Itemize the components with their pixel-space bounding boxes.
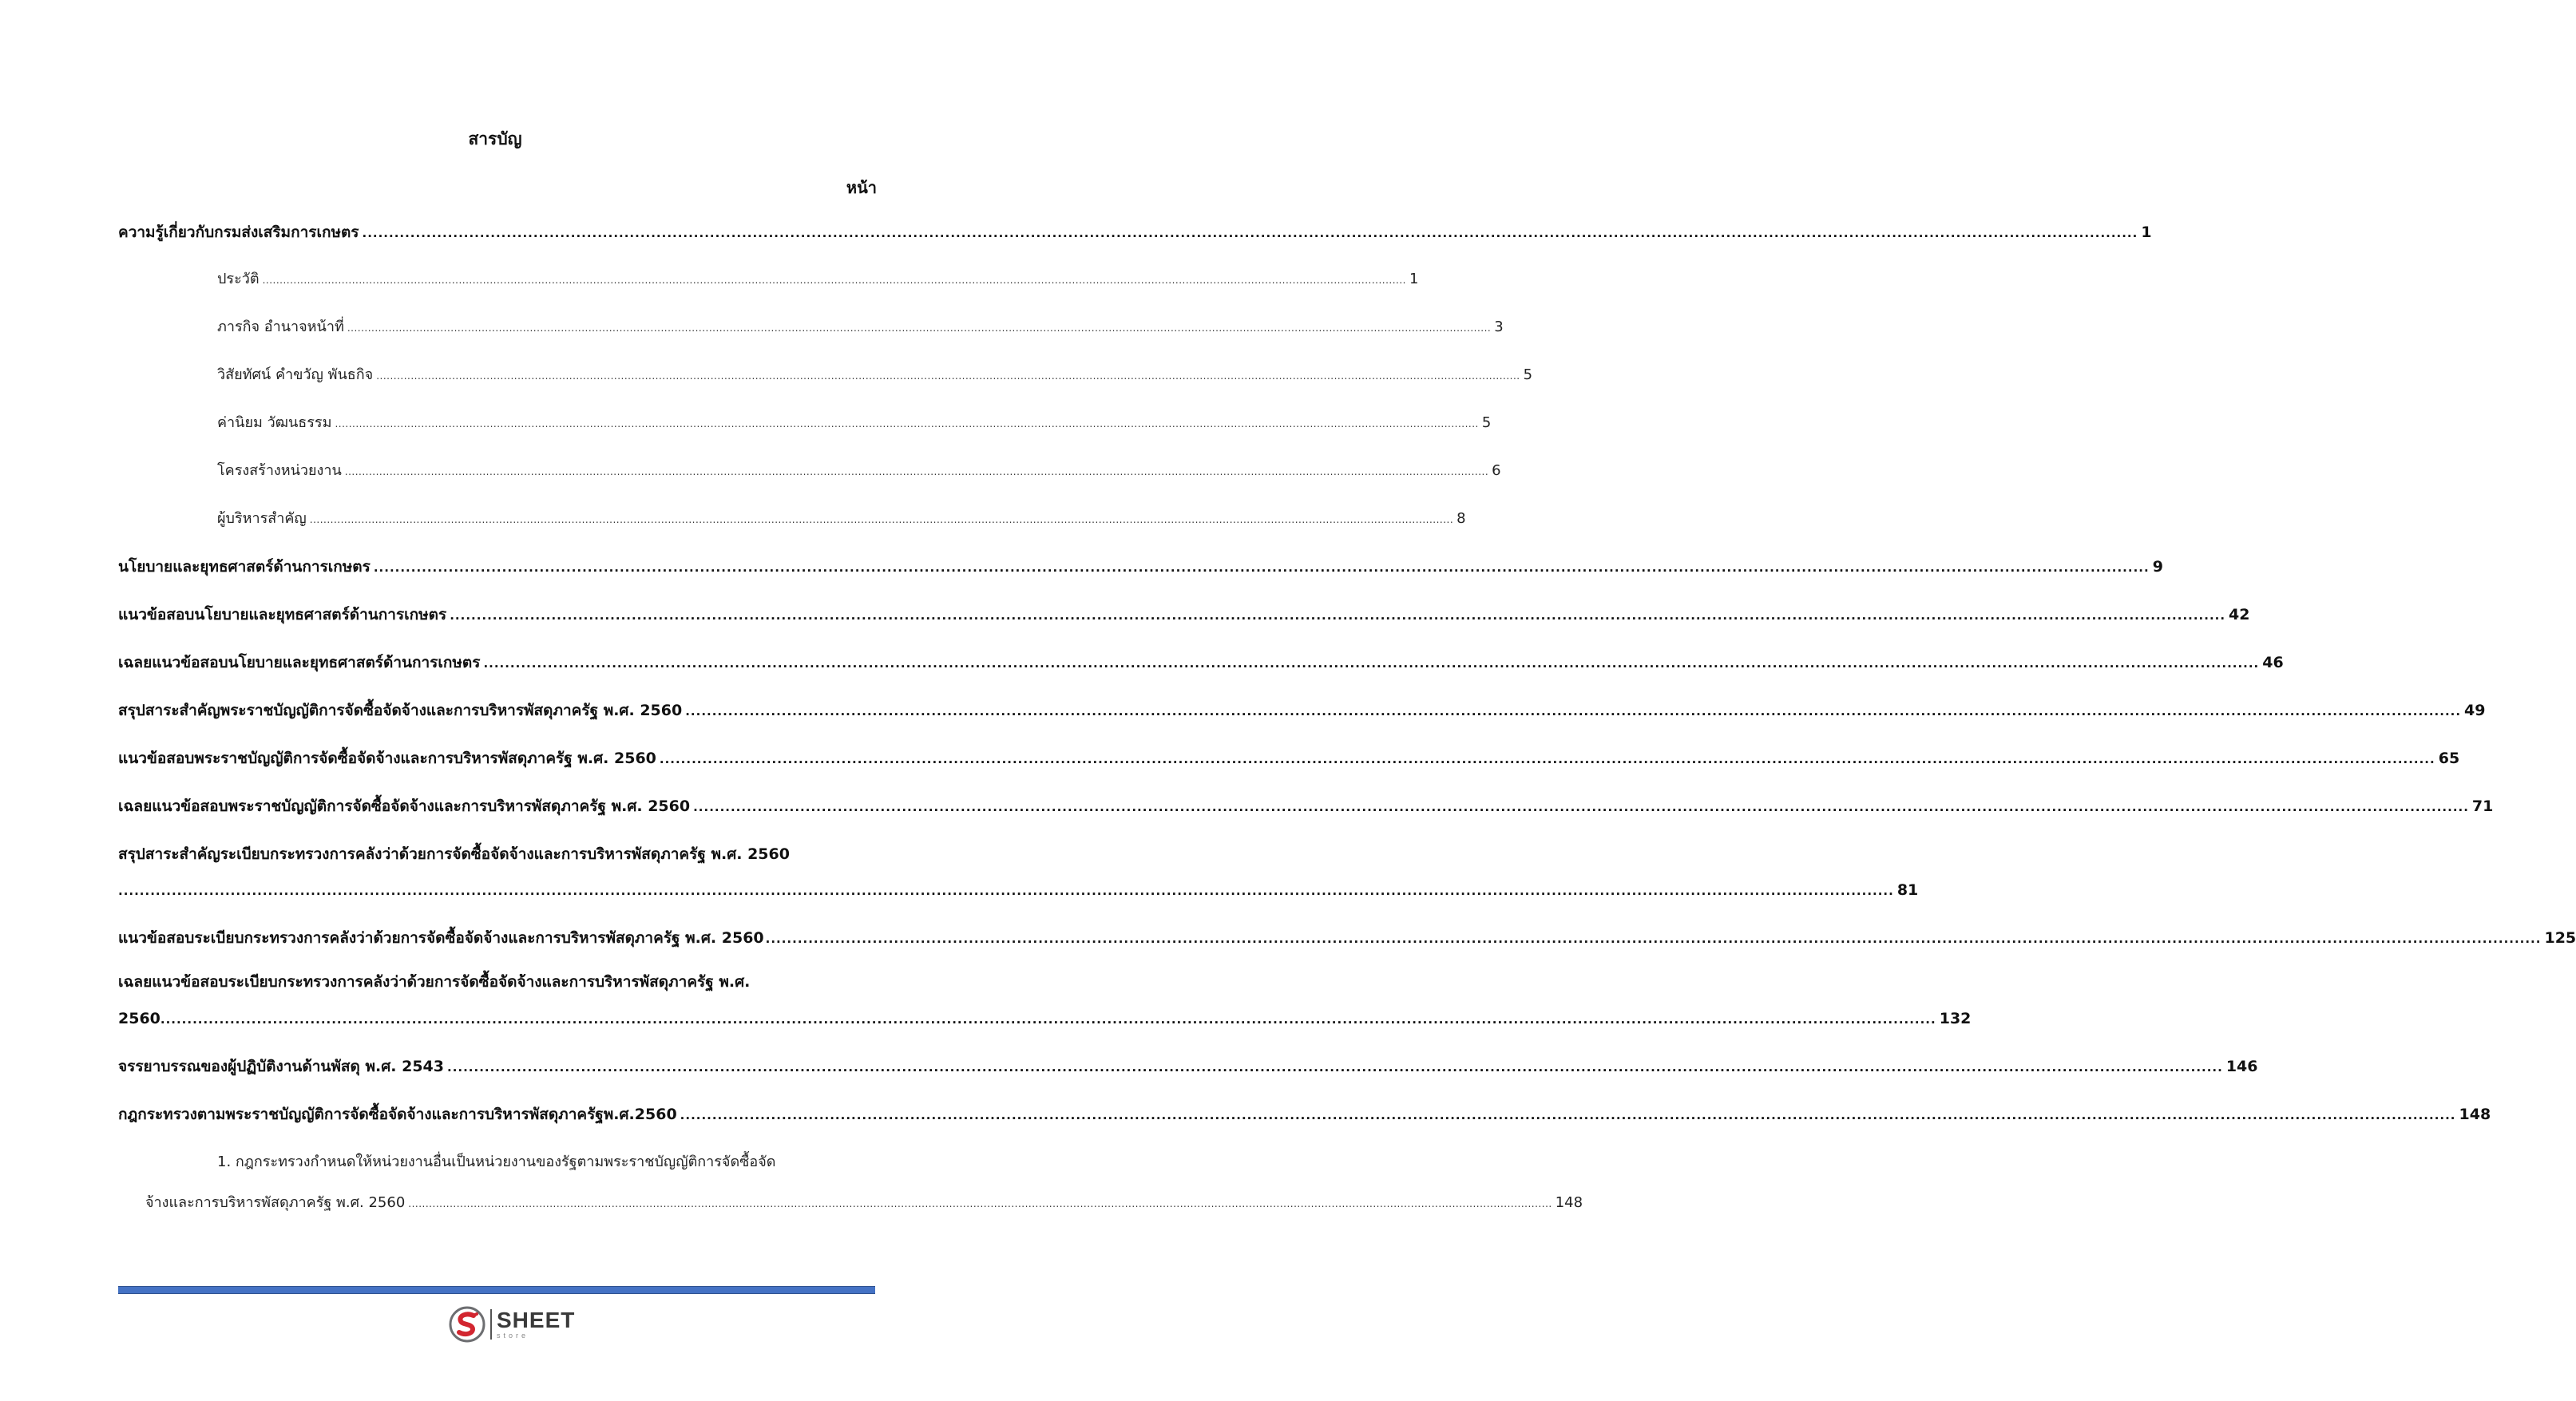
toc-entry-title: แนวข้อสอบพระราชบัญญัติการจัดซื้อจัดจ้างและการบริหารพัสดุภาครัฐ พ.ศ. 2560 [118, 750, 656, 767]
toc-entry-title: ค่านิยม วัฒนธรรม [217, 414, 332, 431]
toc-entry-page: 148 [1555, 1194, 1583, 1211]
toc-leader [347, 316, 1491, 340]
toc-entry-page: 9 [2152, 558, 2163, 576]
toc-entry-page: 5 [1481, 414, 1492, 431]
logo-brand-sub: store [497, 1332, 529, 1340]
sheet-store-logo-icon [449, 1306, 485, 1343]
toc-entry-page: 8 [1456, 510, 1466, 527]
toc-leader [376, 364, 1520, 388]
toc-leader [450, 604, 2225, 627]
toc-entry-title: 1. กฎกระทรวงกำหนดให้หน่วยงานอื่นเป็นหน่วยงานของรัฐตามพระราชบัญญัติการจัดซื้อจัด [217, 1154, 776, 1170]
toc-entry[interactable] [118, 555, 2163, 579]
toc-entry-line1[interactable] [118, 970, 861, 994]
footer-rule [118, 1286, 875, 1294]
toc-entry-title: โครงสร้างหน่วยงาน [217, 462, 342, 479]
toc-entry[interactable] [118, 603, 2250, 627]
toc-entry-page: 1 [1409, 271, 1419, 287]
toc-leader [374, 556, 2150, 580]
toc-leader [345, 460, 1488, 484]
toc-entry-page: 1 [2141, 224, 2152, 241]
toc-entry-title: กฎกระทรวงตามพระราชบัญญัติการจัดซื้อจัดจ้างและการบริหารพัสดุภาครัฐพ.ศ.2560 [118, 1106, 677, 1123]
toc-entry-title: ผู้บริหารสำคัญ [217, 510, 307, 527]
toc-entry-page: 65 [2438, 750, 2460, 767]
toc-entry-title: เฉลยแนวข้อสอบนโยบายและยุทธศาสตร์ด้านการเกษตร [118, 654, 481, 671]
toc-entry[interactable] [118, 651, 2284, 675]
toc-entry-page: 146 [2225, 1058, 2258, 1075]
toc-entry-title: เฉลยแนวข้อสอบพระราชบัญญัติการจัดซื้อจัดจ้างและการบริหารพัสดุภาครัฐ พ.ศ. 2560 [118, 797, 691, 815]
page-title: สารบัญ [468, 129, 522, 148]
toc-leader [766, 927, 2542, 951]
toc-entry[interactable] [217, 411, 1492, 435]
page-column-header: หน้า [846, 178, 877, 197]
toc-entry-title: นโยบายและยุทธศาสตร์ด้านการเกษตร [118, 558, 371, 576]
toc-entry-page: 42 [2229, 606, 2250, 623]
toc-entry[interactable] [118, 1055, 2258, 1078]
toc-entry-continuation: จ้างและการบริหารพัสดุภาครัฐ พ.ศ. 2560 [145, 1194, 406, 1211]
toc-entry[interactable] [118, 1102, 2491, 1126]
toc-entry[interactable] [217, 315, 1504, 339]
toc-entry-page: 3 [1494, 319, 1504, 335]
toc-entry[interactable] [118, 220, 2152, 244]
toc-leader [685, 699, 2461, 723]
footer-logo [449, 1306, 575, 1343]
toc-entry-page: 81 [1896, 881, 1919, 899]
toc-entry-title: วิสัยทัศน์ คำขวัญ พันธกิจ [217, 366, 374, 383]
logo-divider [490, 1309, 492, 1340]
toc-entry[interactable] [118, 746, 2460, 770]
toc-leader [363, 221, 2138, 245]
toc-leader [660, 747, 2435, 771]
toc-entry-line2[interactable] [145, 1191, 1583, 1215]
toc-entry-line2[interactable] [118, 1007, 1972, 1031]
toc-entry-title: ภารกิจ อำนาจหน้าที่ [217, 319, 344, 335]
toc-leader [118, 879, 1894, 903]
toc-entry-line2[interactable] [118, 878, 1919, 902]
toc-entry-line1[interactable] [118, 842, 861, 866]
toc-leader [447, 1055, 2223, 1079]
toc-entry-title: เฉลยแนวข้อสอบระเบียบกระทรวงการคลังว่าด้วยการจัดซื้อจัดจ้างและการบริหารพัสดุภาครัฐ พ.ศ. [118, 973, 751, 991]
toc-entry-line1[interactable] [217, 1150, 861, 1174]
toc-entry[interactable] [118, 794, 2494, 818]
toc-entry-title: แนวข้อสอบระเบียบกระทรวงการคลังว่าด้วยการจัดซื้อจัดจ้างและการบริหารพัสดุภาครัฐ พ.ศ. 2560 [118, 929, 764, 947]
toc-entry-page: 148 [2459, 1106, 2491, 1123]
toc-entry[interactable] [217, 507, 1466, 531]
toc-leader [335, 412, 1478, 436]
toc-entry[interactable] [118, 926, 2576, 950]
toc-leader [310, 508, 1453, 532]
toc-leader [161, 1007, 1936, 1031]
toc-entry-continuation: 2560 [118, 1010, 161, 1027]
toc-leader [680, 1103, 2456, 1127]
toc-entry-title: แนวข้อสอบนโยบายและยุทธศาสตร์ด้านการเกษตร [118, 606, 447, 623]
toc-leader [693, 795, 2469, 819]
toc-leader [408, 1192, 1552, 1216]
toc-entry-title: สรุปสาระสำคัญพระราชบัญญัติการจัดซื้อจัดจ้างและการบริหารพัสดุภาครัฐ พ.ศ. 2560 [118, 702, 683, 719]
toc-entry[interactable] [217, 267, 1419, 291]
toc-entry-title: ความรู้เกี่ยวกับกรมส่งเสริมการเกษตร [118, 224, 359, 241]
toc-entry-title: จรรยาบรรณของผู้ปฏิบัติงานด้านพัสดุ พ.ศ. 2543 [118, 1058, 444, 1075]
toc-entry[interactable] [217, 363, 1533, 387]
toc-entry[interactable] [217, 459, 1501, 483]
toc-leader [263, 268, 1406, 292]
toc-entry-page: 5 [1523, 366, 1533, 383]
toc-entry-page: 46 [2262, 654, 2284, 671]
logo-brand: SHEET [497, 1308, 576, 1332]
toc-entry-title: สรุปสาระสำคัญระเบียบกระทรวงการคลังว่าด้วยการจัดซื้อจัดจ้างและการบริหารพัสดุภาครัฐ พ.ศ. 2560 [118, 845, 790, 863]
toc-entry-page: 6 [1492, 462, 1501, 479]
logo-text [497, 1309, 575, 1340]
toc-entry-page: 125 [2544, 929, 2576, 947]
toc-entry-page: 132 [1939, 1010, 1972, 1027]
toc-entry-page: 49 [2464, 702, 2486, 719]
toc-entry-title: ประวัติ [217, 271, 260, 287]
toc-entry-page: 71 [2471, 797, 2494, 815]
toc-leader [483, 651, 2259, 675]
toc-entry[interactable] [118, 699, 2486, 722]
